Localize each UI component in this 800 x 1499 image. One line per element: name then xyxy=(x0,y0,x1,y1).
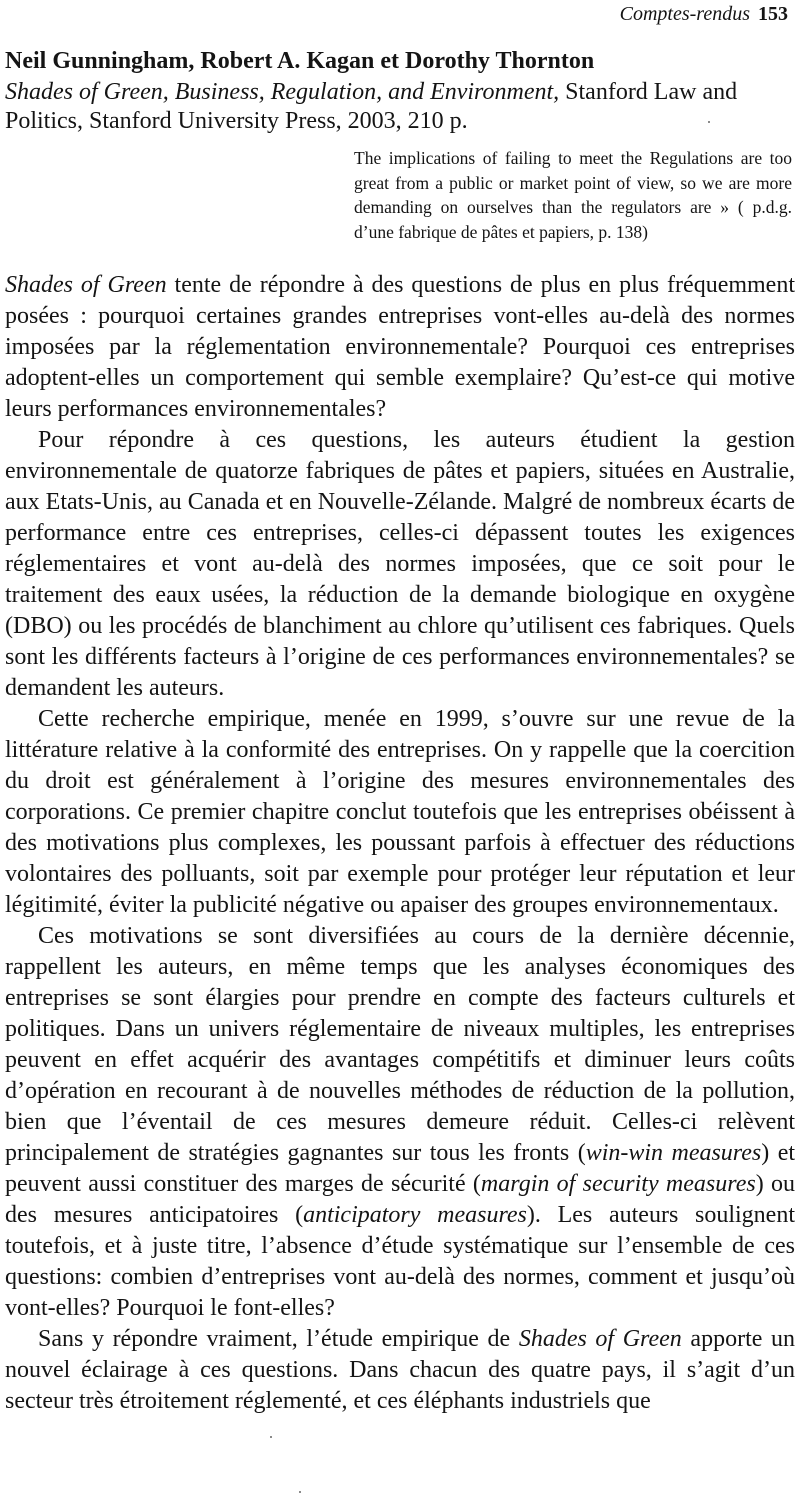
paragraph-3: Cette recherche empirique, menée en 1999, s’ouvre sur une revue de la littérature relative à la conformité des entreprises. On y rappelle que la coercition du droit est généralement à l’origine des mesures environnementales des corporations. Ce premier chapitre conclut toutefois que les entreprises obéissent à des motivations plus complexes, les poussant parfois à effectuer des réductions volontaires des polluants, soit par exemple pour protéger leur réputation et leur légitimité, éviter la publicité négative ou apaiser des groupes environnementaux. xyxy=(5,706,795,918)
paragraph-5: Sans y répondre vraiment, l’étude empirique de Shades of Green apporte un nouvel éclairage à ces questions. Dans chacun des quatre pays, il s’agit d’un secteur très étroitement réglementé, et ces éléphants industriels que xyxy=(5,1326,796,1414)
review-body xyxy=(5,270,795,1417)
book-citation xyxy=(5,78,795,136)
book-reference xyxy=(5,47,795,136)
paragraph-2: Pour répondre à ces questions, les auteurs étudient la gestion environnementale de quatorze fabriques de pâtes et papiers, situées en Australie, aux Etats-Unis, au Canada et en Nouvelle-Zélande. Malgré de nombreux écarts de performance entre ces entreprises, celles-ci dépassent toutes les exigences réglementaires et vont au-delà des normes imposées, que ce soit pour le traitement des eaux usées, la réduction de la demande biologique en oxygène (DBO) ou les procédés de blanchiment au chlore qu’utilisent ces fabriques. Quels sont les différents facteurs à l’origine de ces performances environnementales? se demandent les auteurs. xyxy=(5,427,795,701)
scan-speck xyxy=(270,1436,272,1438)
paragraph-4: Ces motivations se sont diversifiées au cours de la dernière décennie, rappellent les auteurs, en même temps que les analyses économiques des entreprises se sont élargies pour prendre en compte des facteurs culturels et politiques. Dans un univers réglementaire de niveaux multiples, les entreprises peuvent en effet acquérir des avantages compétitifs et diminuer leurs coûts d’opération en recourant à de nouvelles méthodes de réduction de la pollution, bien que l’éventail de ces mesures demeure réduit. Celles-ci relèvent principalement de stratégies gagnantes sur tous les fronts (win-win measures) et peuvent aussi constituer des marges de sécurité (margin of security measures) ou des mesures anticipatoires (anticipatory measures). Les auteurs soulignent toutefois, et à juste titre, l’absence d’étude systématique sur l’ensemble de ces questions: combien d’entreprises vont au-delà des normes, comment et jusqu’où vont-elles? Pourquoi le font-elles? xyxy=(5,923,796,1321)
scan-speck xyxy=(299,1491,301,1493)
running-head-section: Comptes-rendus xyxy=(619,3,750,25)
book-authors: Neil Gunningham, Robert A. Kagan et Dorothy Thornton xyxy=(5,48,595,74)
epigraph-quote: The implications of failing to meet the Regulations are too great from a public or market point of view, so we are more demanding on ourselves than the regulators are » ( p.d.g. d’une fabrique de pâtes et papiers, p. 138) xyxy=(354,148,792,242)
paragraph-1: Shades of Green tente de répondre à des questions de plus en plus fréquemment posées : pourquoi certaines grandes entreprises vont-elles au-delà des normes imposées par la réglementation environnementale? Pourquoi ces entreprises adoptent-elles un comportement qui semble exemplaire? Qu’est-ce qui motive leurs performances environnementales? xyxy=(5,272,795,422)
book-title: Shades of Green, Business, Regulation, and Environment, xyxy=(5,79,560,105)
term-anticipatory: anticipatory measures xyxy=(303,1202,527,1228)
book-title-reference: Shades of Green xyxy=(518,1326,682,1352)
book-title-reference: Shades of Green xyxy=(5,272,167,298)
term-margin-of-security: margin of security measures xyxy=(480,1171,756,1197)
page-number: 153 xyxy=(758,3,788,25)
book-publication: Stanford Law and Politics, Stanford University Press, 2003, 210 p. xyxy=(5,79,738,134)
running-head xyxy=(620,2,788,26)
term-win-win: win-win measures xyxy=(585,1140,762,1166)
scan-speck xyxy=(708,121,710,123)
